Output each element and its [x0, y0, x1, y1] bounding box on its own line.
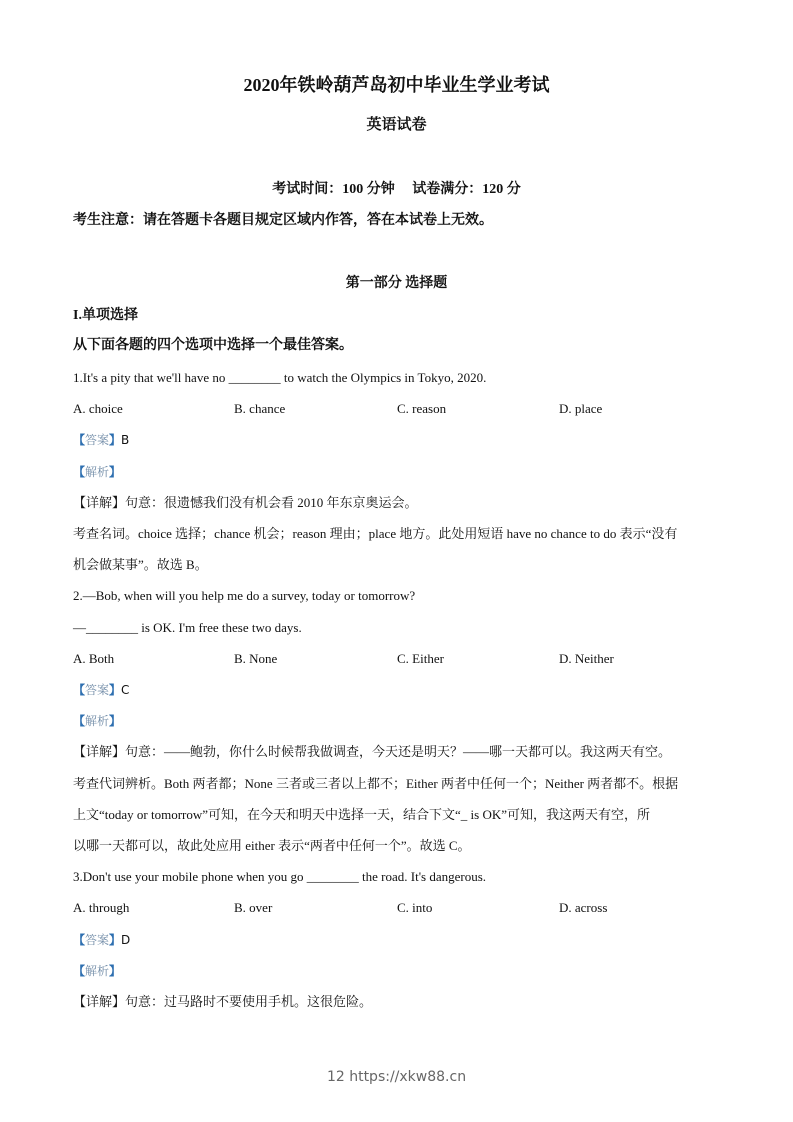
- analysis-heading: [73, 712, 121, 730]
- bracket-open: 【: [73, 465, 86, 479]
- analysis-label: 解析: [85, 465, 110, 479]
- page-title: 2020年铁岭葫芦岛初中毕业生学业考试: [243, 75, 550, 95]
- answer-value: D: [121, 933, 131, 947]
- exam-info: 考试时间：100 分钟 试卷满分：120 分: [272, 182, 521, 197]
- bracket-close: 】: [109, 714, 122, 728]
- analysis-heading: [73, 962, 121, 980]
- bracket-open: 【: [73, 433, 86, 447]
- question-stem: 2.—Bob, when will you help me do a survey, today or tomorrow?: [73, 588, 416, 603]
- answer-line: [73, 431, 129, 449]
- detail-text: 【详解】句意：——鲍勃，你什么时候帮我做调查，今天还是明天？——哪一天都可以。我这两天有空。: [73, 744, 672, 759]
- answer-label: 答案: [85, 433, 110, 447]
- option-a: A. Both: [73, 651, 115, 666]
- bracket-close: 】: [109, 933, 122, 947]
- detail-text: 上文“today or tomorrow”可知，在今天和明天中选择一天，结合下文“_ is OK”可知，我这两天有空，所: [73, 807, 651, 822]
- option-c: C. Either: [397, 651, 444, 666]
- bracket-close: 】: [109, 433, 122, 447]
- question-stem: 1.It's a pity that we'll have no ________ to watch the Olympics in Tokyo, 2020.: [73, 370, 487, 385]
- answer-value: C: [121, 683, 130, 697]
- options-row: [73, 899, 723, 917]
- page-footer: 12 https://xkw88.cn: [326, 1069, 467, 1085]
- analysis-label: 解析: [85, 964, 110, 978]
- question-stem: —________ is OK. I'm free these two days.: [73, 620, 302, 635]
- bracket-open: 【: [73, 683, 86, 697]
- option-c: C. reason: [397, 401, 447, 416]
- option-c: C. into: [397, 900, 433, 915]
- detail-text: 机会做某事”。故选 B。: [73, 557, 208, 572]
- bracket-open: 【: [73, 714, 86, 728]
- option-b: B. over: [234, 900, 273, 915]
- detail-text: 【详解】句意：很遗憾我们没有机会看 2010 年东京奥运会。: [73, 495, 418, 510]
- detail-text: 考查名词。choice 选择；chance 机会；reason 理由；place 地方。此处用短语 have no chance to do 表示“没有: [73, 526, 678, 541]
- bracket-close: 】: [109, 964, 122, 978]
- instruction: 从下面各题的四个选项中选择一个最佳答案。: [73, 338, 353, 353]
- option-d: D. Neither: [559, 651, 614, 666]
- bracket-close: 】: [109, 465, 122, 479]
- options-row: [73, 400, 723, 418]
- option-b: B. chance: [234, 401, 286, 416]
- detail-text: 【详解】句意：过马路时不要使用手机。这很危险。: [73, 994, 373, 1009]
- detail-text: 考查代词辨析。Both 两者都；None 三者或三者以上都不；Either 两者中任何一个；Neither 两者都不。根据: [73, 776, 679, 791]
- options-row: [73, 650, 723, 668]
- option-a: A. through: [73, 900, 130, 915]
- bracket-close: 】: [109, 683, 122, 697]
- analysis-label: 解析: [85, 714, 110, 728]
- answer-label: 答案: [85, 683, 110, 697]
- answer-value: B: [121, 433, 130, 447]
- option-d: D. across: [559, 900, 608, 915]
- answer-line: [73, 931, 130, 949]
- answer-label: 答案: [85, 933, 110, 947]
- detail-text: 以哪一天都可以，故此处应用 either 表示“两者中任何一个”。故选 C。: [73, 838, 471, 853]
- answer-line: [73, 681, 129, 699]
- option-a: A. choice: [73, 401, 123, 416]
- page-subtitle: 英语试卷: [366, 117, 427, 133]
- question-stem: 3.Don't use your mobile phone when you go ________ the road. It's dangerous.: [73, 869, 487, 884]
- analysis-heading: [73, 463, 121, 481]
- bracket-open: 【: [73, 964, 86, 978]
- option-b: B. None: [234, 651, 278, 666]
- part-title: 第一部分 选择题: [345, 276, 448, 291]
- section-title: I.单项选择: [73, 308, 138, 323]
- bracket-open: 【: [73, 933, 86, 947]
- notice: 考生注意：请在答题卡各题目规定区域内作答，答在本试卷上无效。: [73, 213, 493, 228]
- option-d: D. place: [559, 401, 603, 416]
